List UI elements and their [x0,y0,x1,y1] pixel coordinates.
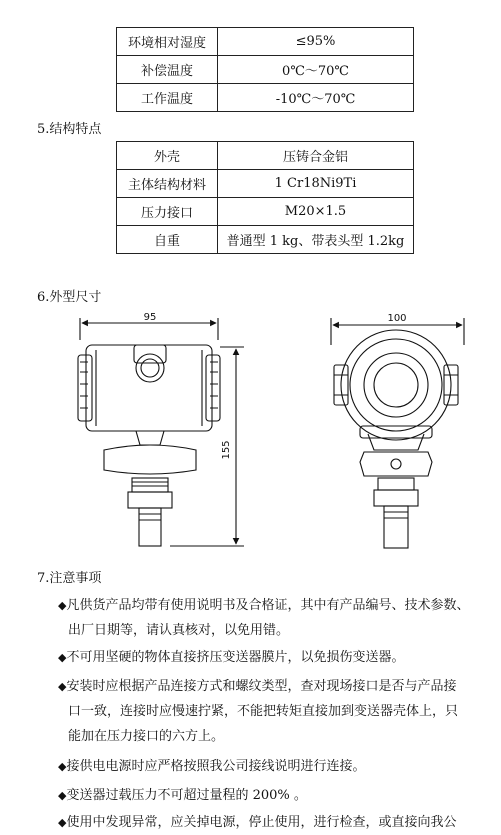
section-heading-structure: 5.结构特点 [37,122,102,137]
bullet-icon: ◆ [58,680,67,693]
table-row [117,170,414,198]
dimension-label-width-left: 95 [143,312,157,323]
table-row [117,28,414,56]
dimension-drawing [0,305,501,560]
note-item [58,645,498,670]
section-heading-dimensions: 6.外型尺寸 [37,290,102,305]
spec-label: 主体结构材料 [117,170,218,198]
spec-value: 压铸合金铝 [218,142,414,170]
front-view-drawing [331,318,464,548]
spec-value: 0℃～70℃ [218,56,414,84]
note-text: 接供电电源时应严格按照我公司接线说明进行连接。 [66,759,366,774]
bullet-icon: ◆ [58,651,67,664]
note-text: 安装时应根据产品连接方式和螺纹类型，查对现场接口是否与产品接 [66,679,457,694]
spec-value: -10℃～70℃ [218,84,414,112]
dimension-label-width-right: 100 [387,313,407,324]
spec-label: 压力接口 [117,198,218,226]
spec-label: 自重 [117,226,218,254]
table-row [117,226,414,254]
spec-value: 1 Cr18Ni9Ti [218,170,414,198]
note-item [58,674,498,749]
note-text: 能加在压力接口的六方上。 [68,729,225,744]
bullet-icon: ◆ [58,789,67,802]
note-item [58,593,498,643]
spec-value: 普通型 1 kg、带表头型 1.2kg [218,226,414,254]
dimension-label-height: 155 [221,440,232,460]
spec-label: 补偿温度 [117,56,218,84]
spec-label: 外壳 [117,142,218,170]
table-row [117,56,414,84]
note-text: 变送器过载压力不可超过量程的 200% 。 [66,788,307,803]
note-text: 出厂日期等，请认真核对，以免用错。 [68,623,290,638]
structure-spec-table [116,141,414,254]
note-text: 口一致，连接时应慢速拧紧，不能把转矩直接加到变送器壳体上，只 [68,704,459,719]
spec-value: ≤95% [218,28,414,56]
environment-spec-table [116,27,414,112]
table-row [117,142,414,170]
side-view-drawing [78,318,244,546]
note-text: 不可用坚硬的物体直接挤压变送器膜片，以免损伤变送器。 [66,650,405,665]
note-item [58,783,498,808]
spec-value: M20×1.5 [218,198,414,226]
note-text: 凡供货产品均带有使用说明书及合格证，其中有产品编号、技术参数、 [66,598,470,613]
note-item [58,754,498,779]
spec-label: 环境相对湿度 [117,28,218,56]
table-row [117,84,414,112]
note-item [58,810,498,835]
table-row [117,198,414,226]
spec-label: 工作温度 [117,84,218,112]
note-text: 使用中发现异常，应关掉电源，停止使用，进行检查，或直接向我公 [66,815,457,830]
bullet-icon: ◆ [58,760,67,773]
bullet-icon: ◆ [58,816,67,829]
section-heading-notes: 7.注意事项 [37,571,102,586]
bullet-icon: ◆ [58,599,67,612]
